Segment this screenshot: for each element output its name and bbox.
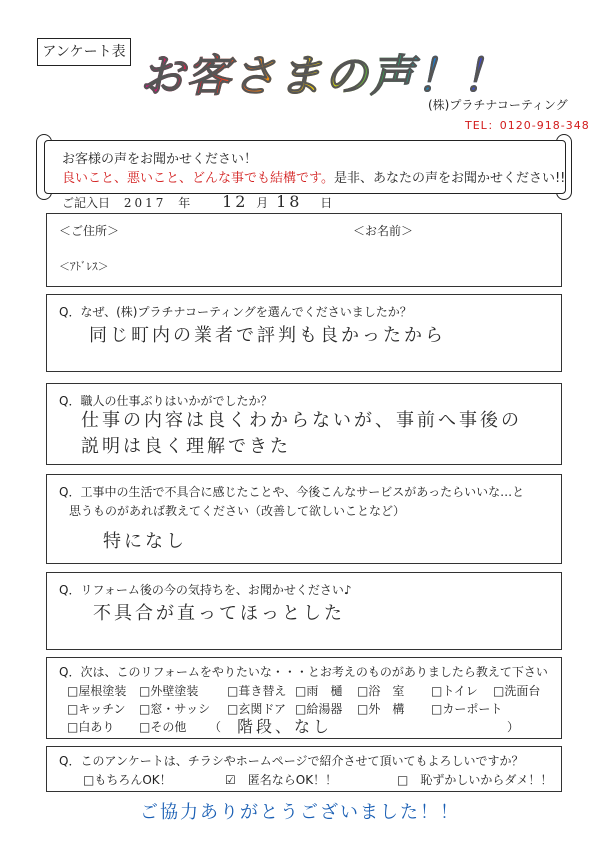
other-open-paren: （ [209,720,222,734]
date-day-unit: 日 [320,196,333,210]
q2-card [46,383,562,465]
intro-black-text: 是非、あなたの声をお聞かせください!! [333,171,566,186]
date-year: 2017 [123,196,167,210]
address-card [46,213,562,287]
q6-question: Q．このアンケートは、チラシやホームページで紹介させて頂いてもよろしいですか？ [59,754,524,768]
intro-red-text: 良いこと、悪いこと、どんな事でも結構です。 [62,171,334,186]
option-toilet[interactable]: □トイレ [431,684,478,698]
q6-option-no[interactable]: □ 恥ずかしいからダメ！！ [397,773,553,787]
company-name: (株)プラチナコーティング [428,98,568,112]
option-reroof[interactable]: □葺き替え [227,684,287,698]
q3-question-line2: 思うものがあれば教えてください（改善して欲しいことなど） [69,504,406,518]
intro-line1: お客様の声をお聞かせください！ [62,152,258,167]
date-month: 12 [222,192,249,211]
q5-card [46,657,562,739]
q5-question: Q．次は、このリフォームをやりたいな・・・とお考えのものがありましたら教えて下さい [59,665,548,679]
q6-option-ok[interactable]: □もちろんOK！ [83,773,172,787]
address-sub-label: ＜ｱﾄﾞﾚｽ＞ [59,260,109,273]
date-year-unit: 年 [178,196,191,210]
q3-card [46,474,562,564]
q4-answer: 不具合が直ってほっとした [93,603,345,624]
intro-line2 [62,167,565,186]
q1-answer: 同じ町内の業者で評判も良かったから [89,325,446,346]
other-answer: 階段、なし [237,717,333,736]
option-water-heater[interactable]: □給湯器 [295,702,343,716]
q3-answer: 特になし [103,531,187,552]
phone-number: TEL：0120-918-348 [465,119,590,132]
date-month-unit: 月 [256,196,269,210]
address-label: ＜ご住所＞ [59,224,120,238]
option-termite[interactable]: □白あり [67,720,115,734]
option-other[interactable]: □その他 [139,720,187,734]
q1-card [46,294,562,372]
option-window-sash[interactable]: □窓・サッシ [139,702,211,716]
option-gutter[interactable]: □雨 樋 [295,684,343,698]
option-wall-paint[interactable]: □外壁塗装 [139,684,199,698]
q6-option-anonymous[interactable]: ☑ 匿名ならOK！！ [225,773,338,787]
option-carport[interactable]: □カーポート [431,702,503,716]
q6-card [46,746,562,792]
option-entrance-door[interactable]: □玄関ドア [227,702,286,716]
option-washbasin[interactable]: □洗面台 [493,684,541,698]
q2-answer-line1: 仕事の内容は良くわからないが、事前へ事後の [81,410,522,431]
thank-you-message: ご協力ありがとうございました！！ [140,802,460,823]
date-row [62,192,332,211]
survey-label: アンケート表 [37,38,131,66]
q2-answer-line2: 説明は良く理解できた [81,436,291,457]
q1-question: Q．なぜ、(株)プラチナコーティングを選んでくださいましたか？ [59,305,412,319]
page-title: お客さまの声！！ [140,40,508,104]
option-roof-paint[interactable]: □屋根塗装 [67,684,127,698]
q4-question: Q．リフォーム後の今の気持ちを、お聞かせください♪ [59,583,352,597]
other-close-paren: ） [507,720,520,734]
name-label: ＜お名前＞ [353,224,414,238]
option-kitchen[interactable]: □キッチン [67,702,126,716]
q3-question-line1: Q．工事中の生活で不具合に感じたことや、今後こんなサービスがあったらいいな…と [59,485,525,499]
option-exterior[interactable]: □外 構 [357,702,405,716]
q4-card [46,572,562,650]
date-day: 18 [276,192,303,211]
date-label: ご記入日 [62,196,111,210]
option-bathroom[interactable]: □浴 室 [357,684,405,698]
q2-question: Q．職人の仕事ぶりはいかがでしたか？ [59,394,273,408]
